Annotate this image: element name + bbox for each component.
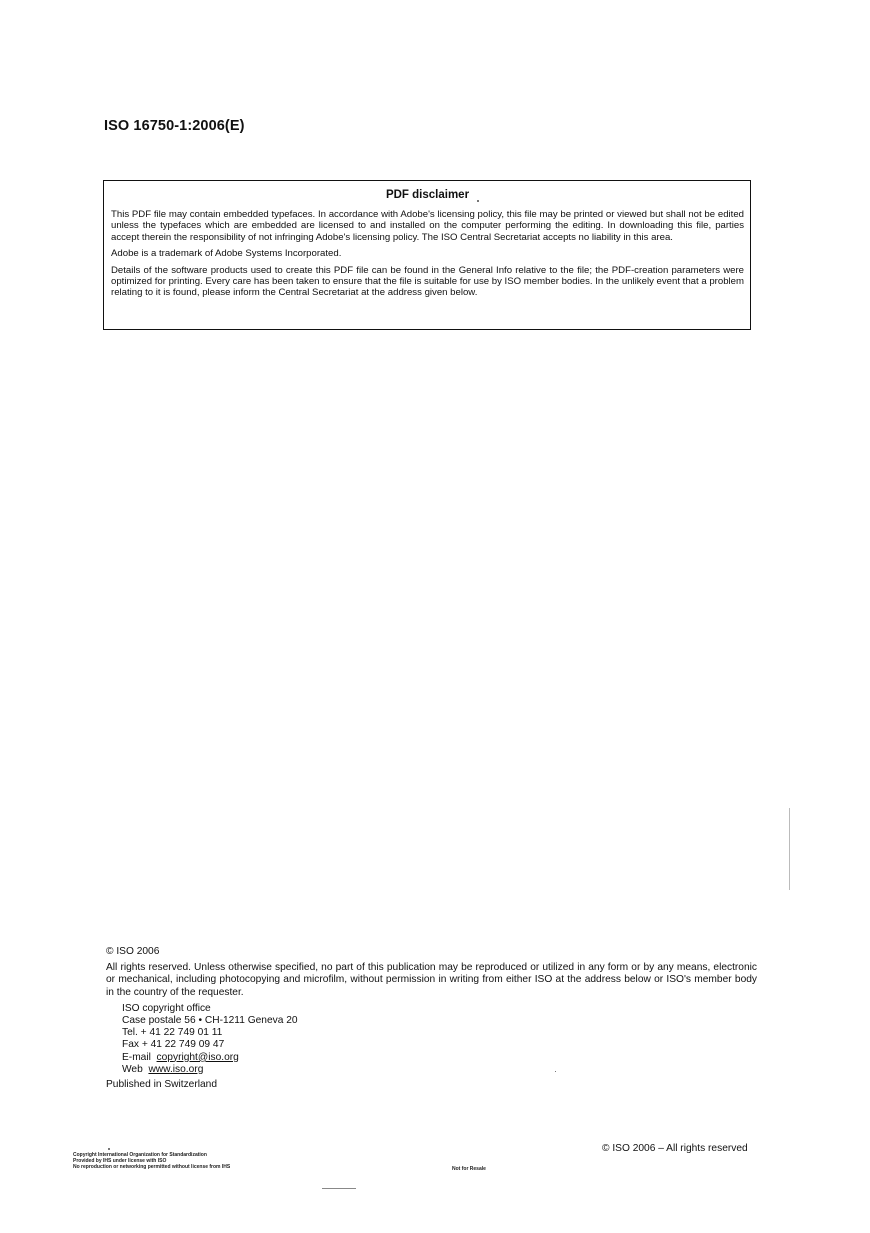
web-link[interactable]: www.iso.org bbox=[148, 1063, 204, 1075]
scan-speck bbox=[477, 200, 479, 202]
scan-speck bbox=[555, 1071, 556, 1072]
disclaimer-paragraph: Adobe is a trademark of Adobe Systems Incorporated. bbox=[111, 248, 342, 260]
telephone: Tel. + 41 22 749 01 11 bbox=[122, 1027, 223, 1039]
license-line: Provided by IHS under license with ISO bbox=[73, 1158, 167, 1164]
license-line: Copyright International Organization for Standardization bbox=[73, 1152, 207, 1158]
license-notice bbox=[73, 1152, 230, 1170]
license-line: No reproduction or networking permitted without license from IHS bbox=[73, 1164, 231, 1170]
footer-copyright: © ISO 2006 – All rights reserved bbox=[602, 1143, 748, 1154]
published-in: Published in Switzerland bbox=[106, 1079, 217, 1091]
scan-mark bbox=[322, 1188, 356, 1189]
postal-address: Case postale 56 • CH-1211 Geneva 20 bbox=[122, 1015, 298, 1027]
scan-mark bbox=[789, 808, 790, 890]
pdf-disclaimer-box bbox=[103, 180, 751, 330]
office-name: ISO copyright office bbox=[122, 1002, 211, 1014]
copyright-line: © ISO 2006 bbox=[106, 946, 160, 957]
email-row bbox=[122, 1052, 757, 1064]
email-link[interactable]: copyright@iso.org bbox=[156, 1051, 239, 1063]
web-row bbox=[122, 1064, 757, 1076]
disclaimer-paragraph: This PDF file may contain embedded typefaces. In accordance with Adobe's licensing policy, this file may be printed or viewed but shall not be edited unless the typefaces which are embedded are licensed to and installed on the computer performing the editing. In downloading this file, parties accept therein the responsibility of not infringing Adobe's licensing policy. The ISO Central Secretariat accepts no liability in this area. bbox=[111, 209, 744, 243]
email-label: E-mail bbox=[122, 1051, 151, 1063]
iso-address bbox=[122, 1003, 757, 1076]
document-id: ISO 16750-1:2006(E) bbox=[104, 118, 245, 134]
fax: Fax + 41 22 749 09 47 bbox=[122, 1039, 225, 1051]
not-for-resale: Not for Resale bbox=[452, 1166, 486, 1172]
disclaimer-title: PDF disclaimer bbox=[385, 189, 470, 201]
rights-statement: All rights reserved. Unless otherwise specified, no part of this publication may be reproduced or utilized in any form or by any means, electronic or mechanical, including photocopying and microfilm, without permission in writing from either ISO at the address below or ISO's member body in the country of the requester. bbox=[106, 962, 757, 998]
scan-speck bbox=[108, 1148, 110, 1150]
disclaimer-paragraph: Details of the software products used to create this PDF file can be found in the General Info relative to the file; the PDF-creation parameters were optimized for printing. Every care has been taken to ensure that the file is suitable for use by ISO member bodies. In the unlikely event that a problem relating to it is found, please inform the Central Secretariat at the address given below. bbox=[111, 264, 744, 299]
copyright-block bbox=[106, 946, 757, 1091]
web-label: Web bbox=[122, 1063, 143, 1075]
